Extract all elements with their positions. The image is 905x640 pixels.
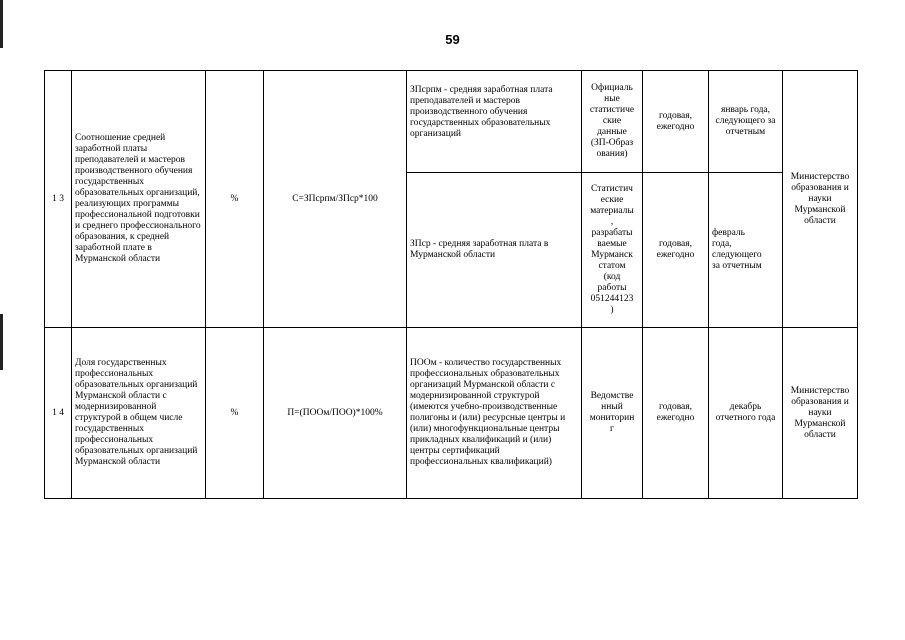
responsible-owner: Министерство образования и науки Мурманской области (783, 71, 858, 328)
indicators-table (44, 70, 858, 499)
variable-description: ЗПсрпм - средняя заработная плата преподавателей и мастеров производственного обучения государственных образовательных организаций (407, 71, 582, 173)
table-row (45, 328, 858, 499)
data-source: Ведомстве нный мониторин г (582, 328, 643, 499)
data-source: Официаль ные статистиче ские данные (ЗП-Образ ования) (582, 71, 643, 173)
unit: % (206, 328, 264, 499)
row-number: 1 4 (45, 328, 72, 499)
indicator-name: Доля государственных профессиональных образовательных организаций Мурманской области с модернизированной структурой в общем числе государственных профессиональных образовательных организаций Мурманской области (72, 328, 206, 499)
deadline: декабрь отчетного года (709, 328, 783, 499)
frequency: годовая, ежегодно (643, 71, 709, 173)
indicator-name: Соотношение средней заработной платы преподавателей и мастеров производственного обучения государственных образовательных организаций, реализующих программы профессиональной подготовки и среднего профессионального образования, к средней заработной плате в Мурманской области (72, 71, 206, 328)
frequency: годовая, ежегодно (643, 173, 709, 328)
page-number: 59 (445, 32, 460, 47)
unit: % (206, 71, 264, 328)
deadline: январь года, следующего за отчетным (709, 71, 783, 173)
deadline: февраль года, следующего за отчетным (709, 173, 783, 328)
table-row (45, 71, 858, 173)
left-margin-mark-bottom (0, 314, 3, 370)
row-number: 1 3 (45, 71, 72, 328)
variable-description: ЗПср - средняя заработная плата в Мурманской области (407, 173, 582, 328)
responsible-owner: Министерство образования и науки Мурманской области (783, 328, 858, 499)
frequency: годовая, ежегодно (643, 328, 709, 499)
data-source: Статистич еские материалы , разрабаты ваемые Мурманск статом (код работы 051244123 ) (582, 173, 643, 328)
formula: П=(ПООм/ПОО)*100% (264, 328, 407, 499)
variable-description: ПООм - количество государственных профессиональных образовательных организаций Мурманской области с модернизированной структурой (имеются учебно-производственные полигоны и (или) ресурсные центры и (или) многофункциональные центры прикладных квалификаций и (или) центры сертификаций профессиональных квалификаций) (407, 328, 582, 499)
formula: С=ЗПсрпм/ЗПср*100 (264, 71, 407, 328)
